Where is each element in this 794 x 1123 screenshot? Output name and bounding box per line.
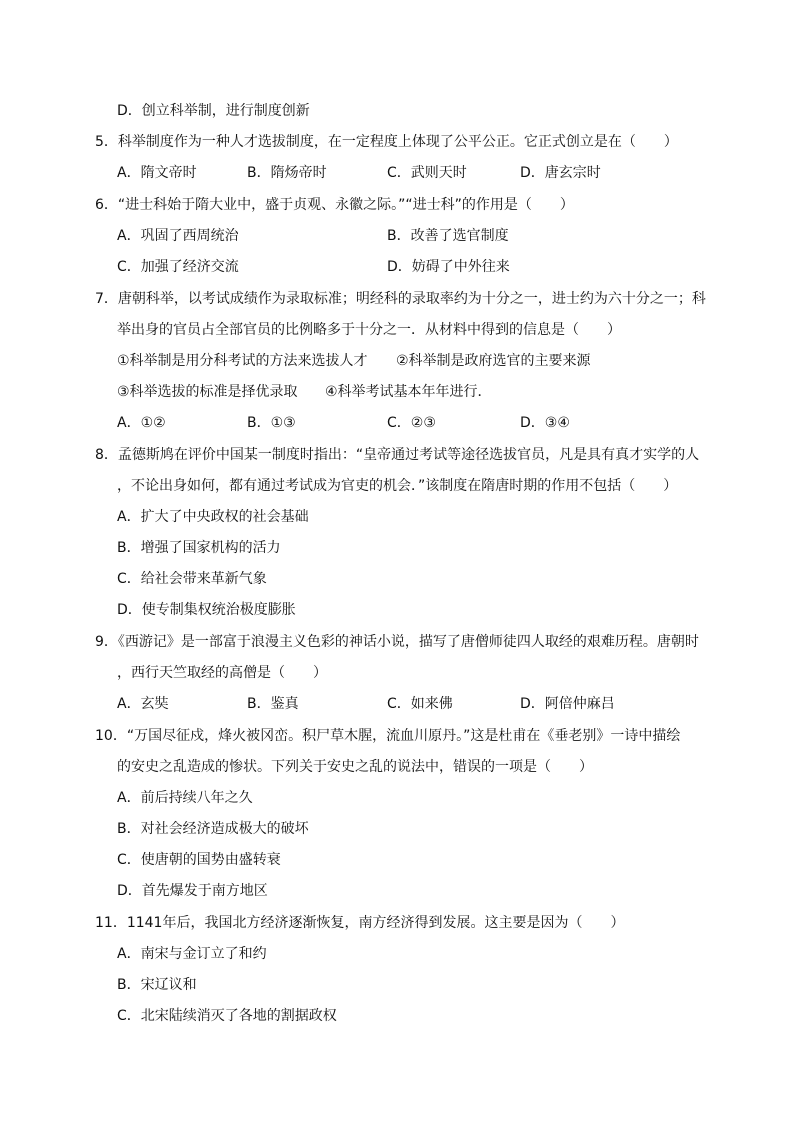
question-8-option-c: C．给社会带来革新气象 [117,571,267,587]
question-8-stem-line-1: 8．孟德斯鸠在评价中国某一制度时指出：“皇帝通过考试等途径选拔官员，凡是具有真才实学的人 [95,447,700,463]
question-6-option-c: C．加强了经济交流 [117,259,239,275]
question-7-stem-line-2: 举出身的官员占全部官员的比例略多于十分之一．从材料中得到的信息是（ ） [117,322,621,338]
question-5-option-d: D．唐玄宗时 [520,165,601,181]
question-9-stem-line-1: 9．《西游记》是一部富于浪漫主义色彩的神话小说，描写了唐僧师徒四人取经的艰难历程。唐朝时 [95,634,699,650]
question-7-option-d: D．③④ [520,415,570,431]
question-10-option-b: B．对社会经济造成极大的破坏 [117,821,309,837]
question-8-option-d: D．使专制集权统治极度膨胀 [117,602,296,618]
question-9-stem-line-2: ，西行天竺取经的高僧是（ ） [117,665,327,681]
question-11-option-b: B．宋辽议和 [117,977,197,993]
question-9-option-c: C．如来佛 [387,696,453,712]
question-5-option-c: C．武则天时 [387,165,467,181]
question-7-statement-1: ①科举制是用分科考试的方法来选拔人才 [117,353,368,369]
question-7-statement-2: ②科举制是政府选官的主要来源 [396,353,591,369]
question-7-statement-4: ④科举考试基本年年进行． [325,384,492,400]
question-6-option-d: D．妨碍了中外往来 [387,259,510,275]
question-11-option-c: C．北宋陆续消灭了各地的割据政权 [117,1008,337,1024]
question-6-stem: 6．“进士科始于隋大业中，盛于贞观、永徽之际。”“进士科”的作用是（ ） [95,197,574,213]
question-5-stem: 5．科举制度作为一种人才选拔制度，在一定程度上体现了公平公正。它正式创立是在（ ） [95,134,678,150]
question-7-option-c: C．②③ [387,415,436,431]
question-9-option-a: A．玄奘 [117,696,169,712]
question-10-option-a: A．前后持续八年之久 [117,790,253,806]
question-5-option-a: A．隋文帝时 [117,165,197,181]
question-10-stem-line-1: 10．“万国尽征戍，烽火被冈峦。积尸草木腥，流血川原丹。”这是杜甫在《垂老别》一诗中描绘 [95,728,681,744]
question-8-stem-line-2: ，不论出身如何，都有通过考试成为官吏的机会．”该制度在隋唐时期的作用不包括（ ） [117,478,678,494]
question-8-option-a: A．扩大了中央政权的社会基础 [117,509,309,525]
question-6-option-b: B．改善了选官制度 [387,228,509,244]
question-7-option-a: A．①② [117,415,166,431]
question-7-option-b: B．①③ [247,415,296,431]
question-10-stem-line-2: 的安史之乱造成的惨状。下列关于安史之乱的说法中，错误的一项是（ ） [117,759,593,775]
question-11-stem: 11．1141年后，我国北方经济逐渐恢复，南方经济得到发展。这主要是因为（ ） [95,915,625,931]
question-7-stem-line-1: 7．唐朝科举，以考试成绩作为录取标准；明经科的录取率约为十分之一，进士约为六十分之一；科 [95,291,706,307]
previous-question-option-d: D．创立科举制，进行制度创新 [117,103,310,119]
question-8-option-b: B．增强了国家机构的活力 [117,540,281,556]
question-6-option-a: A．巩固了西周统治 [117,228,239,244]
question-7-statement-3: ③科举选拔的标准是择优录取 [117,384,298,400]
question-10-option-c: C．使唐朝的国势由盛转衰 [117,852,281,868]
question-11-option-a: A．南宋与金订立了和约 [117,946,267,962]
question-10-option-d: D．首先爆发于南方地区 [117,883,268,899]
question-5-option-b: B．隋炀帝时 [247,165,327,181]
question-9-option-d: D．阿倍仲麻吕 [520,696,615,712]
question-9-option-b: B．鉴真 [247,696,299,712]
